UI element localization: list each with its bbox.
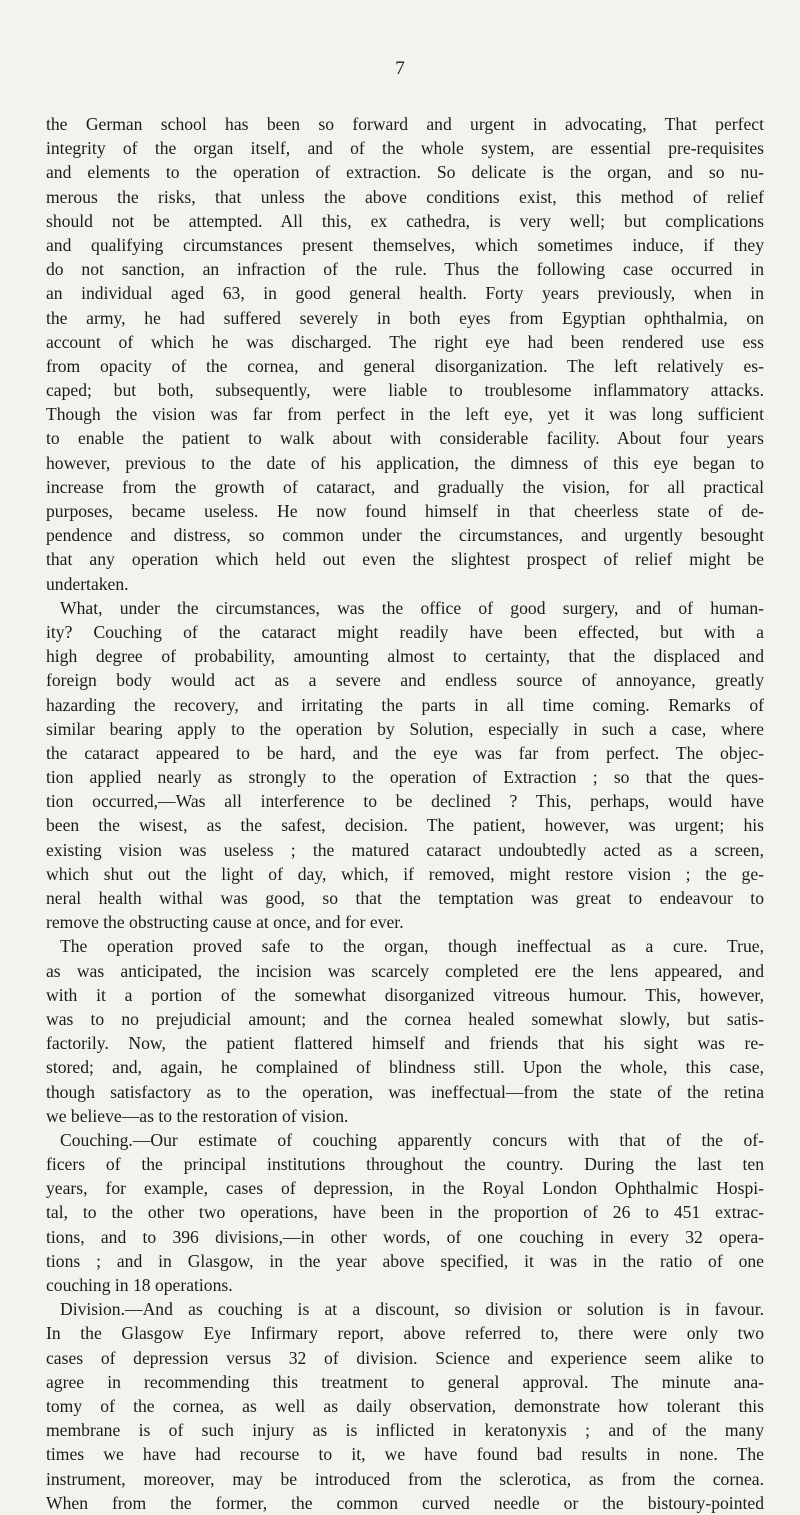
text-line: neral health withal was good, so that the temptation was great to endeavour to (46, 888, 764, 908)
text-line: The operation proved safe to the organ, though ineffectual as a cure. True, (60, 936, 764, 957)
text-line: remove the obstructing cause at once, and for ever. (46, 912, 404, 933)
text-line: agree in recommending this treatment to general approval. The minute ana- (46, 1371, 764, 1392)
text-line: existing vision was useless ; the matured cataract undoubtedly acted as a screen, (46, 839, 764, 860)
text-line: cases of depression versus 32 of division. Science and experience seem alike to (46, 1347, 764, 1368)
text-line: as was anticipated, the incision was scarcely completed ere the lens appeared, and (46, 960, 764, 981)
text-line: the army, he had suffered severely in both eyes from Egyptian ophthalmia, on (46, 307, 764, 328)
text-line: tions ; and in Glasgow, in the year above specified, it was in the ratio of one (46, 1250, 764, 1271)
text-line: caped; but both, subsequently, were liable to troublesome inflammatory attacks. (46, 380, 764, 401)
text-line: the cataract appeared to be hard, and the eye was far from perfect. The objec- (46, 742, 764, 763)
text-line: purposes, became useless. He now found himself in that cheerless state of de- (46, 501, 764, 521)
text-line: similar bearing apply to the operation by Solution, especially in such a case, where (46, 718, 764, 739)
text-line: been the wisest, as the safest, decision. The patient, however, was urgent; his (46, 815, 764, 836)
text-line: we believe—as to the restoration of vision. (46, 1105, 349, 1126)
text-line: however, previous to the date of his application, the dimness of this eye began to (46, 452, 764, 473)
text-line: undertaken. (46, 573, 129, 594)
text-line: ficers of the principal institutions throughout the country. During the last ten (46, 1154, 764, 1175)
text-line: that any operation which held out even the slightest prospect of relief might be (46, 549, 764, 570)
page-number: 7 (395, 58, 405, 79)
text-line: ity? Couching of the cataract might readily have been effected, but with a (46, 621, 764, 642)
text-line: factorily. Now, the patient flattered himself and friends that his sight was re- (46, 1033, 764, 1054)
text-line: stored; and, again, he complained of blindness still. Upon the whole, this case, (46, 1057, 764, 1078)
text-line: Though the vision was far from perfect in the left eye, yet it was long sufficient (46, 404, 764, 425)
text-line: membrane is of such injury as is inflicted in keratonyxis ; and of the many (46, 1420, 764, 1441)
text-line: hazarding the recovery, and irritating the parts in all time coming. Remarks of (46, 694, 764, 715)
text-line: tion occurred,—Was all interference to be declined ? This, perhaps, would have (46, 791, 764, 812)
text-line: with it a portion of the somewhat disorganized vitreous humour. This, however, (46, 984, 764, 1005)
text-line: In the Glasgow Eye Infirmary report, above referred to, there were only two (46, 1323, 764, 1344)
text-line: to enable the patient to walk about with considerable facility. About four years (46, 428, 764, 449)
text-line: increase from the growth of cataract, and gradually the vision, for all practical (46, 476, 764, 497)
text-line: integrity of the organ itself, and of the whole system, are essential pre-requisites (46, 138, 764, 159)
text-line: which shut out the light of day, which, if removed, might restore vision ; the ge- (46, 863, 764, 884)
text-line: years, for example, cases of depression, in the Royal London Ophthalmic Hospi- (46, 1178, 764, 1199)
text-line: from opacity of the cornea, and general disorganization. The left relatively es- (46, 355, 764, 376)
text-line: though satisfactory as to the operation, was ineffectual—from the state of the retina (46, 1081, 764, 1102)
text-line: and qualifying circumstances present themselves, which sometimes induce, if they (46, 234, 764, 255)
text-line: was to no prejudicial amount; and the cornea healed somewhat slowly, but satis- (46, 1008, 764, 1029)
text-line: pendence and distress, so common under the circumstances, and urgently besought (46, 525, 764, 546)
text-line: Couching.—Our estimate of couching apparently concurs with that of the of- (60, 1129, 764, 1150)
text-line: tion applied nearly as strongly to the operation of Extraction ; so that the ques- (46, 767, 764, 788)
text-line: When from the former, the common curved needle or the bistoury-pointed (46, 1492, 764, 1513)
text-line: do not sanction, an infraction of the rule. Thus the following case occurred in (46, 259, 764, 280)
text-line: the German school has been so forward and urgent in advocating, That perfect (46, 114, 764, 134)
text-line: tions, and to 396 divisions,—in other words, of one couching in every 32 opera- (46, 1226, 764, 1247)
text-line: foreign body would act as a severe and endless source of annoyance, greatly (46, 670, 764, 691)
text-line: high degree of probability, amounting almost to certainty, that the displaced and (46, 646, 764, 667)
text-line: Division.—And as couching is at a discount, so division or solution is in favour. (60, 1299, 764, 1320)
text-line: should not be attempted. All this, ex cathedra, is very well; but complications (46, 210, 764, 231)
text-line: times we have had recourse to it, we have found bad results in none. The (46, 1444, 764, 1465)
text-line: merous the risks, that unless the above conditions exist, this method of relief (46, 186, 764, 207)
text-line: account of which he was discharged. The right eye had been rendered use ess (46, 331, 764, 352)
text-line: instrument, moreover, may be introduced from the sclerotica, as from the cornea. (46, 1468, 764, 1489)
text-line: an individual aged 63, in good general health. Forty years previously, when in (46, 283, 764, 304)
text-line: tal, to the other two operations, have been in the proportion of 26 to 451 extrac- (46, 1202, 764, 1223)
body-text (46, 112, 764, 1515)
text-line: tomy of the cornea, as well as daily observation, demonstrate how tolerant this (46, 1395, 764, 1416)
text-line: couching in 18 operations. (46, 1275, 233, 1295)
text-line: What, under the circumstances, was the office of good surgery, and of human- (60, 597, 764, 618)
text-line: and elements to the operation of extraction. So delicate is the organ, and so nu- (46, 162, 764, 183)
